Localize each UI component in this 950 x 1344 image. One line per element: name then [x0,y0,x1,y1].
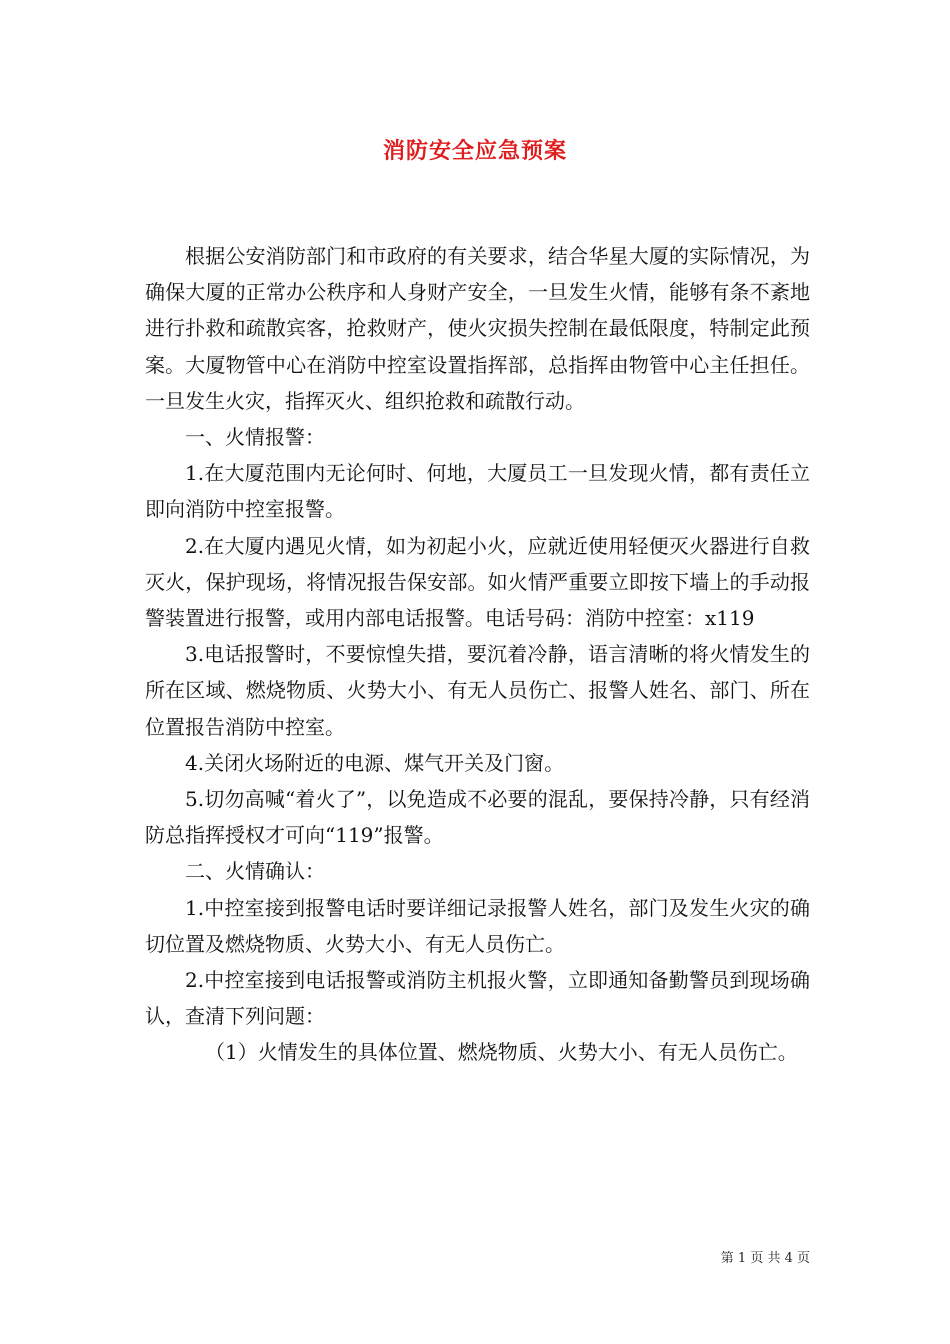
intro-paragraph: 根据公安消防部门和市政府的有关要求，结合华星大厦的实际情况，为确保大厦的正常办公秩序和人身财产安全，一旦发生火情，能够有条不紊地进行扑救和疏散宾客，抢救财产，使火灾损失控制在最低限度，特制定此预案。大厦物管中心在消防中控室设置指挥部，总指挥由物管中心主任担任。一旦发生火灾，指挥灭火、组织抢救和疏散行动。 [145,244,810,413]
confirmation-item-2: 2.中控室接到电话报警或消防主机报火警，立即通知备勤警员到现场确认，查清下列问题： [145,968,810,1029]
section-heading-fire-confirmation: 二、火情确认： [185,859,325,884]
section-heading-fire-alarm: 一、火情报警： [185,425,325,450]
alarm-item-4: 4.关闭火场附近的电源、煤气开关及门窗。 [185,750,565,775]
alarm-item-3: 3.电话报警时，不要惊惶失措，要沉着冷静，语言清晰的将火情发生的所在区域、燃烧物质、火势大小、有无人员伤亡、报警人姓名、部门、所在位置报告消防中控室。 [145,642,810,739]
alarm-item-5: 5.切勿高喊“着火了”，以免造成不必要的混乱，要保持冷静，只有经消防总指挥授权才可向“119”报警。 [145,787,810,848]
page-number: 第 1 页 共 4 页 [720,1251,810,1266]
confirmation-subitem-1: （1）火情发生的具体位置、燃烧物质、火势大小、有无人员伤亡。 [205,1040,798,1065]
alarm-item-2: 2.在大厦内遇见火情，如为初起小火，应就近使用轻便灭火器进行自救灭火，保护现场，将情况报告保安部。如火情严重要立即按下墙上的手动报警装置进行报警，或用内部电话报警。电话号码：消防中控室：x119 [145,533,810,631]
confirmation-item-1: 1.中控室接到报警电话时要详细记录报警人姓名，部门及发生火灾的确切位置及燃烧物质、火势大小、有无人员伤亡。 [145,895,810,956]
alarm-item-1: 1.在大厦范围内无论何时、何地，大厦员工一旦发现火情，都有责任立即向消防中控室报警。 [145,461,810,522]
document-title: 消防安全应急预案 [382,138,567,164]
document-body [145,238,810,1071]
